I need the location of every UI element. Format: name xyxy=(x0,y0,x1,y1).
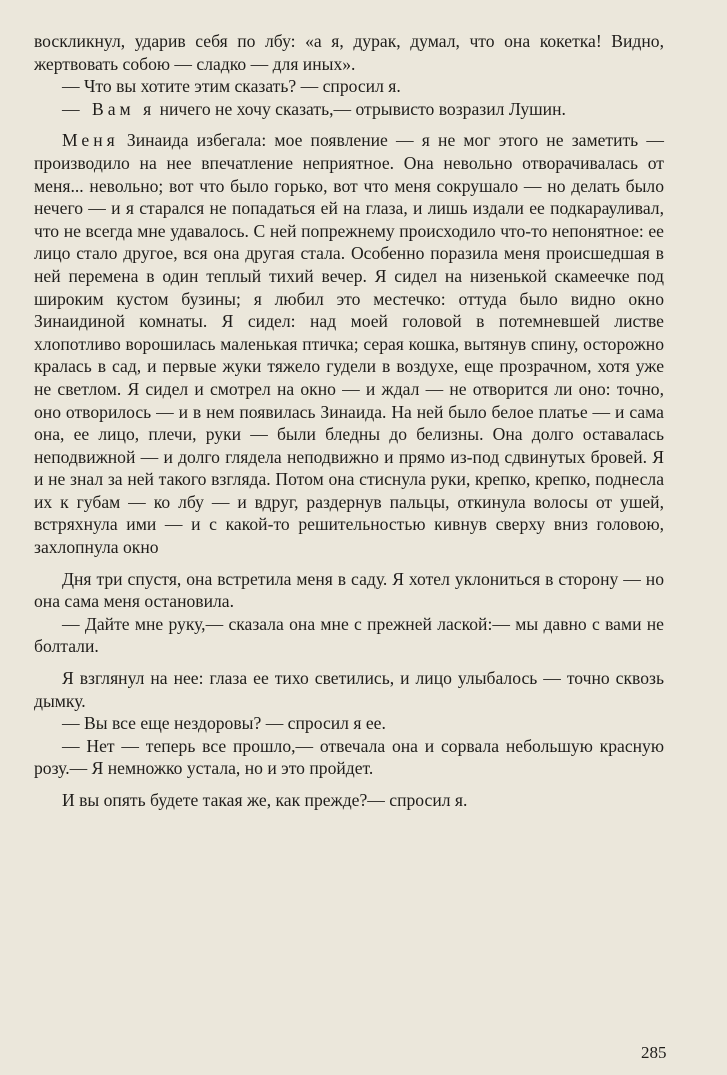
paragraph: И вы опять будете такая же, как прежде?— спросил я. xyxy=(62,790,468,810)
page-number: 285 xyxy=(641,1043,667,1062)
paragraph-text: ничего не хочу сказать,— отрывисто возразил Лушин. xyxy=(159,98,566,119)
paragraph: воскликнул, ударив себя по лбу: «а я, дурак, думал, что она кокетка! Видно, жертвовать собою — сладко — для иных». xyxy=(34,31,664,74)
paragraph: — Дайте мне руку,— сказала она мне с прежней лаской:— мы давно с вами не болтали. xyxy=(34,613,664,657)
book-page-text xyxy=(34,30,664,812)
spaced-lead: — Вам я xyxy=(62,98,156,119)
paragraph: — Что вы хотите этим сказать? — спросил я. xyxy=(62,76,401,97)
paragraph-text: Зинаида избегала: мое появление — я не мог этого не заметить — производило на нее впечатление неприятное. Она невольно отворачивалась от меня... невольно; вот что было горько, вот что меня сокрушало — но делать было нечего — и я старался не попадаться ей на глаза, и лишь издали ее подкарауливал, что не всегда мне удавалось. С ней попрежнему происходило что-то непонятное: ее лицо стало другое, вся она другая стала. Особенно поразила меня происшедшая в ней перемена в один теплый тихий вечер. Я сидел на низенькой скамеечке под широким кустом бузины; я любил это местечко: оттуда было видно окно Зинаидиной комнаты. Я сидел: над моей головой в потемневшей листве хлопотливо ворошилась маленькая птичка; серая кошка, вытянув спину, осторожно кралась в сад, и первые жуки тяжело гудели в воздухе, еще прозрачном, хотя уже не светлом. Я сидел и смотрел на окно — и ждал — не отворится ли оно: точно, оно отворилось — и в нем появилась Зинаида. На ней было белое платье — и сама она, ее лицо, плечи, руки — были бледны до белизны. Она долго оставалась неподвижной — и долго глядела неподвижно и прямо из-под сдвинутых бровей. Я и не знал за ней такого взгляда. Потом она стиснула руки, крепко, крепко, поднесла их к губам — ко лбу — и вдруг, раздернув пальцы, откинула волосы от ушей, встряхнула ими — и с какой-то решительностью кивнув сверху вниз головою, захлопнула окно xyxy=(34,130,664,558)
paragraph xyxy=(34,129,664,558)
paragraph: — Нет — теперь все прошло,— отвечала она и сорвала небольшую красную розу.— Я немножко устала, но и это пройдет. xyxy=(34,735,664,779)
paragraph: Я взглянул на нее: глаза ее тихо светились, и лицо улыбалось — точно сквозь дымку. xyxy=(34,668,664,711)
paragraph: Дня три спустя, она встретила меня в саду. Я хотел уклониться в сторону — но она сама меня остановила. xyxy=(34,568,664,612)
spaced-lead: Меня xyxy=(62,130,119,151)
paragraph xyxy=(34,98,664,121)
paragraph: — Вы все еще нездоровы? — спросил я ее. xyxy=(62,713,386,734)
